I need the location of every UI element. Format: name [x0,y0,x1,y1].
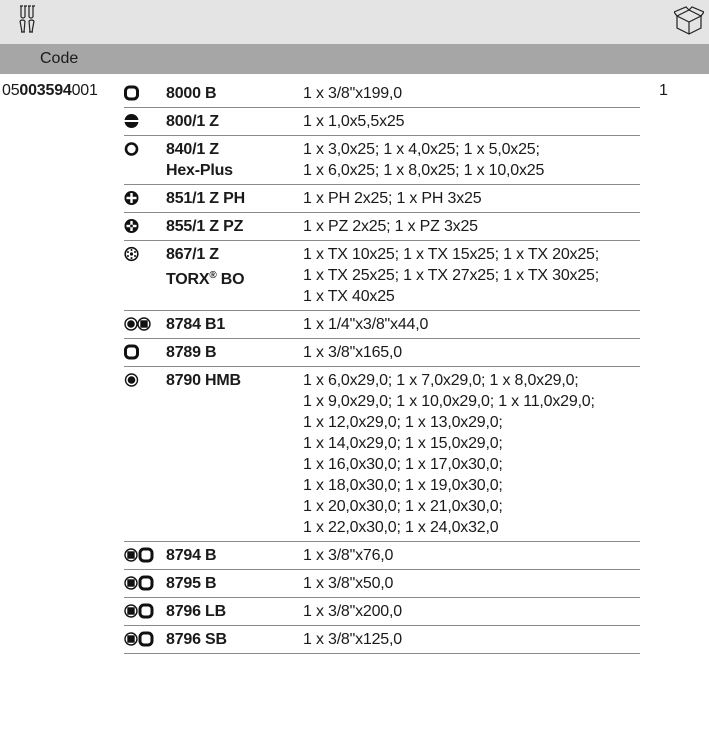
item-description-line: 1 x TX 25x25; 1 x TX 27x25; 1 x TX 30x25; [303,267,599,284]
quantity-value: 1 [659,82,668,99]
extension-icon [124,575,160,591]
item-description [303,244,640,307]
item-description-line: 1 x 9,0x29,0; 1 x 10,0x29,0; 1 x 11,0x29,0; [303,393,595,410]
item-name-line: 8794 B [166,547,217,564]
item-name-line: 8795 B [166,575,217,592]
phillips-icon [124,190,160,206]
item-name [166,244,244,290]
item-description [303,314,640,335]
item-name [166,83,216,104]
item-description-line: 1 x TX 40x25 [303,288,395,305]
item-description [303,188,640,209]
item-description [303,83,640,104]
extension-icon [124,631,160,647]
item-description [303,573,640,594]
item-description-line: 1 x 3/8"x200,0 [303,603,402,620]
item-description [303,342,640,363]
hex-icon [124,141,160,157]
table-row [124,108,640,136]
item-name [166,573,216,594]
item-description-line: 1 x 6,0x25; 1 x 8,0x25; 1 x 10,0x25 [303,162,545,179]
item-description-line: 1 x 16,0x30,0; 1 x 17,0x30,0; [303,456,503,473]
item-list [124,80,640,654]
item-name-line: 8796 SB [166,631,227,648]
table-row [124,626,640,654]
item-description-line: 1 x 20,0x30,0; 1 x 21,0x30,0; [303,498,503,515]
table-row [124,339,640,367]
item-name-line: 867/1 Z [166,246,219,263]
item-name-line: TORX® BO [166,270,245,288]
square-drive-icon [124,85,160,101]
table-row [124,241,640,311]
table-row [124,185,640,213]
item-name [166,601,226,622]
table-row [124,213,640,241]
slotted-icon [124,113,160,129]
item-name-line: 8000 B [166,85,217,102]
item-name-line: 800/1 Z [166,113,219,130]
pozidriv-icon [124,218,160,234]
item-name [166,314,225,335]
item-description [303,111,640,132]
table-row [124,570,640,598]
item-name [166,629,227,650]
article-bold: 003594 [19,82,72,99]
extension-icon [124,603,160,619]
item-name-line: 8784 B1 [166,316,226,333]
table-row [124,136,640,185]
item-name-line: 851/1 Z PH [166,190,245,207]
package-box-icon [674,6,704,41]
item-name [166,216,243,237]
extension-icon [124,547,160,563]
item-description-line: 1 x 12,0x29,0; 1 x 13,0x29,0; [303,414,503,431]
table-row [124,80,640,108]
item-description-line: 1 x 3/8"x165,0 [303,344,402,361]
torx-bo-icon [124,246,160,262]
item-name-line: Hex-Plus [166,162,233,179]
item-description-line: 1 x 3/8"x76,0 [303,547,394,564]
item-name [166,370,241,391]
item-description-line: 1 x 18,0x30,0; 1 x 19,0x30,0; [303,477,503,494]
socket-icon [124,372,160,388]
item-description-line: 1 x 3/8"x50,0 [303,575,394,592]
item-description-line: 1 x 14,0x29,0; 1 x 15,0x29,0; [303,435,503,452]
item-description [303,370,640,538]
square-drive-icon [124,344,160,360]
table-row [124,542,640,570]
item-description [303,601,640,622]
code-header-bar [0,44,709,74]
article-number [2,82,98,100]
item-description [303,545,640,566]
header-bar [0,0,709,44]
item-name [166,139,233,181]
article-prefix: 05 [2,82,20,99]
table-row [124,311,640,339]
item-name [166,545,216,566]
table-row [124,367,640,542]
item-name-line: 8789 B [166,344,217,361]
item-name [166,111,219,132]
screwdriver-bits-icon [18,4,40,39]
item-description-line: 1 x 22,0x30,0; 1 x 24,0x32,0 [303,519,499,536]
code-column-label: Code [40,50,79,67]
item-name [166,188,245,209]
item-description-line: 1 x 1/4"x3/8"x44,0 [303,316,429,333]
item-name-line: 8796 LB [166,603,226,620]
item-description-line: 1 x 3,0x25; 1 x 4,0x25; 1 x 5,0x25; [303,141,540,158]
item-description [303,216,640,237]
item-description-line: 1 x PZ 2x25; 1 x PZ 3x25 [303,218,478,235]
item-description-line: 1 x 6,0x29,0; 1 x 7,0x29,0; 1 x 8,0x29,0; [303,372,579,389]
item-name [166,342,216,363]
item-name-line: 840/1 Z [166,141,219,158]
item-description-line: 1 x 3/8"x199,0 [303,85,402,102]
article-suffix: 001 [71,82,98,99]
item-description-line: 1 x 1,0x5,5x25 [303,113,405,130]
item-name-line: 8790 HMB [166,372,241,389]
table-row [124,598,640,626]
double-socket-icon [124,316,160,332]
item-description [303,629,640,650]
item-description-line: 1 x 3/8"x125,0 [303,631,402,648]
item-description [303,139,640,181]
item-description-line: 1 x TX 10x25; 1 x TX 15x25; 1 x TX 20x25; [303,246,599,263]
item-name-line: 855/1 Z PZ [166,218,244,235]
item-description-line: 1 x PH 2x25; 1 x PH 3x25 [303,190,482,207]
